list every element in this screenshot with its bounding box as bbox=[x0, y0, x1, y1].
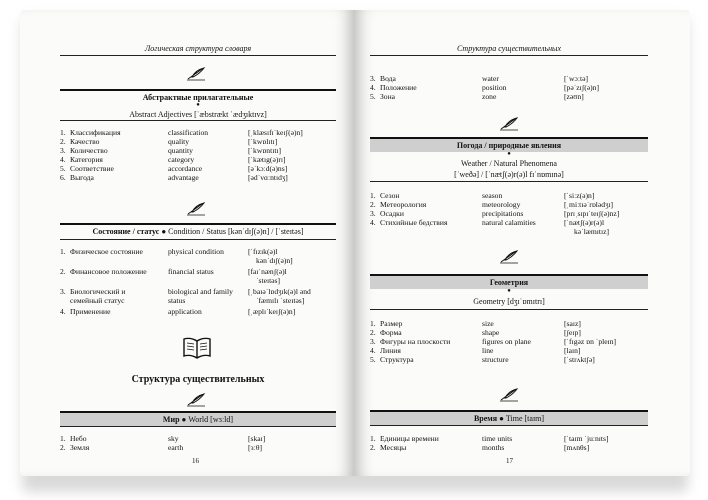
quill-icon bbox=[499, 117, 519, 131]
world-title-rest: World [wɜːld] bbox=[188, 415, 234, 424]
structure-title: Структура существительных bbox=[131, 374, 265, 385]
abstract-top-rule bbox=[60, 89, 336, 91]
weather-bottom-rule bbox=[370, 181, 648, 182]
world-top-rule bbox=[60, 411, 336, 413]
world-title: Мир bbox=[162, 415, 180, 424]
time-heading: Время ● Time [taɪm] bbox=[473, 414, 545, 423]
running-head-right: Структура существительных bbox=[370, 44, 648, 56]
state-title: Состояние / статус bbox=[92, 227, 160, 236]
world-heading: Мир ● World [wɜːld] bbox=[162, 415, 234, 424]
weather-title: Погода / природные явления bbox=[456, 141, 562, 150]
geometry-top-rule bbox=[370, 274, 648, 276]
running-head-left: Логическая структура словаря bbox=[60, 44, 336, 56]
weather-top-rule bbox=[370, 137, 648, 139]
state-title-rest: Condition / Status [kənˈdɪʃ(ə)n] / [ˈsteɪtəs] bbox=[168, 227, 304, 236]
time-title-rest: Time [taɪm] bbox=[505, 414, 545, 423]
quill-icon bbox=[499, 388, 519, 402]
left-page: Логическая структура словаря Абстрактные прилагательные ● Abstract Adjectives [ˈæbstrækt ˈædʒɪktɪvz] 1. Классификация classification [ˌklæsɪfɪˈkeɪʃ(ə)n] 2. Качество quality [ˈkwɒlɪtɪ] 3. Количество quantity [ˈkwɒntɪtɪ] 4. Категория category [ˈkætɪg(ə)rɪ] 5. Соответствие accordance [əˈkɔːd(ə)ns] 6. Выгода advantage [ədˈvɑːntɪdʒ] Состояние / статус ● Condition / Status [kənˈdɪʃ(ə)n] / [ˈsteɪtəs] 1. Физическое состояние physical condition [ˈfɪzɪk(ə)l kənˈdɪʃ(ə)n] 2. Финансовое положение financial status [faɪˈnænʃ(ə)l ˈsteɪtəs] 3. Биологический и biological and family [ˌbaɪəˈlɒdʒɪk(ə)l ənd семейный статус status ˈfæmɪlɪ ˈsteɪtəs] 4. Применение application [ˌæplɪˈkeɪʃ(ə)n] Структура существительных Мир ● World [wɜːld] 1. Небо sky [skaɪ] 2. Земля earth [ɜːθ] 16 bbox=[20, 10, 354, 476]
world-bottom-rule bbox=[60, 426, 336, 427]
time-bottom-rule bbox=[370, 425, 648, 426]
geometry-bottom-rule bbox=[370, 309, 648, 310]
page-number-right: 17 bbox=[506, 457, 513, 465]
geometry-subtitle: Geometry [dʒɪˈɒmɪtrɪ] bbox=[473, 297, 545, 306]
quill-icon bbox=[186, 202, 206, 216]
state-heading: Состояние / статус ● Condition / Status [kənˈdɪʃ(ə)n] / [ˈsteɪtəs] bbox=[92, 227, 304, 236]
abstract-title: Абстрактные прилагательные bbox=[142, 93, 254, 102]
quill-icon bbox=[186, 67, 206, 81]
bullet: ● bbox=[196, 102, 200, 108]
bullet: ● bbox=[507, 151, 511, 157]
open-book-icon bbox=[182, 337, 212, 359]
geometry-title: Геометрия bbox=[489, 278, 529, 287]
abstract-bottom-rule bbox=[60, 120, 336, 121]
abstract-subtitle: Abstract Adjectives [ˈæbstrækt ˈædʒɪktɪvz] bbox=[129, 110, 267, 119]
time-top-rule bbox=[370, 410, 648, 412]
weather-transcription: [ˈweðə] / [ˈnætʃ(ə)r(ə)l fɪˈnɒmɪnə] bbox=[454, 170, 564, 179]
time-title: Время bbox=[473, 414, 498, 423]
bullet: ● bbox=[507, 288, 511, 294]
weather-subtitle: Weather / Natural Phenomena bbox=[461, 159, 557, 168]
state-top-rule bbox=[60, 223, 336, 225]
right-page: Структура существительных 3. Вода water [ˈwɔːtə] 4. Положение position [pəˈzɪʃ(ə)n] 5. Зона zone [zəʊn] Погода / природные явления ● Weather / Natural Phenomena [ˈweðə] / [ˈnætʃ(ə)r(ə)l fɪˈnɒmɪnə] 1. Сезон season [ˈsiːz(ə)n] 2. Метеорология meteorology [ˌmiːtɪəˈrɒlədʒɪ] 3. Осадки precipitations [prɪˌsɪpɪˈteɪʃ(ə)nz] 4. Стихийные бедствия natural calamities [ˈnætʃ(ə)r(ə)l kəˈlæmɪtɪz] Геометрия ● Geometry [dʒɪˈɒmɪtrɪ] 1. Размер size [saɪz] 2. Форма shape [ʃeɪp] 3. Фигуры на плоскости figures on plane [ˈfɪgəz ɒn ˈpleɪn] 4. Линия line [laɪn] 5. Структура structure [ˈstrʌktʃə] Время ● Time [taɪm] 1. Единицы времени time units [ˈtaɪm ˈjuːnɪts] 2. Месяцы months [mʌnθs] 17 bbox=[354, 10, 690, 476]
state-bottom-rule bbox=[60, 239, 336, 240]
quill-icon bbox=[499, 250, 519, 264]
page-number-left: 16 bbox=[192, 457, 199, 465]
quill-icon bbox=[186, 393, 206, 407]
